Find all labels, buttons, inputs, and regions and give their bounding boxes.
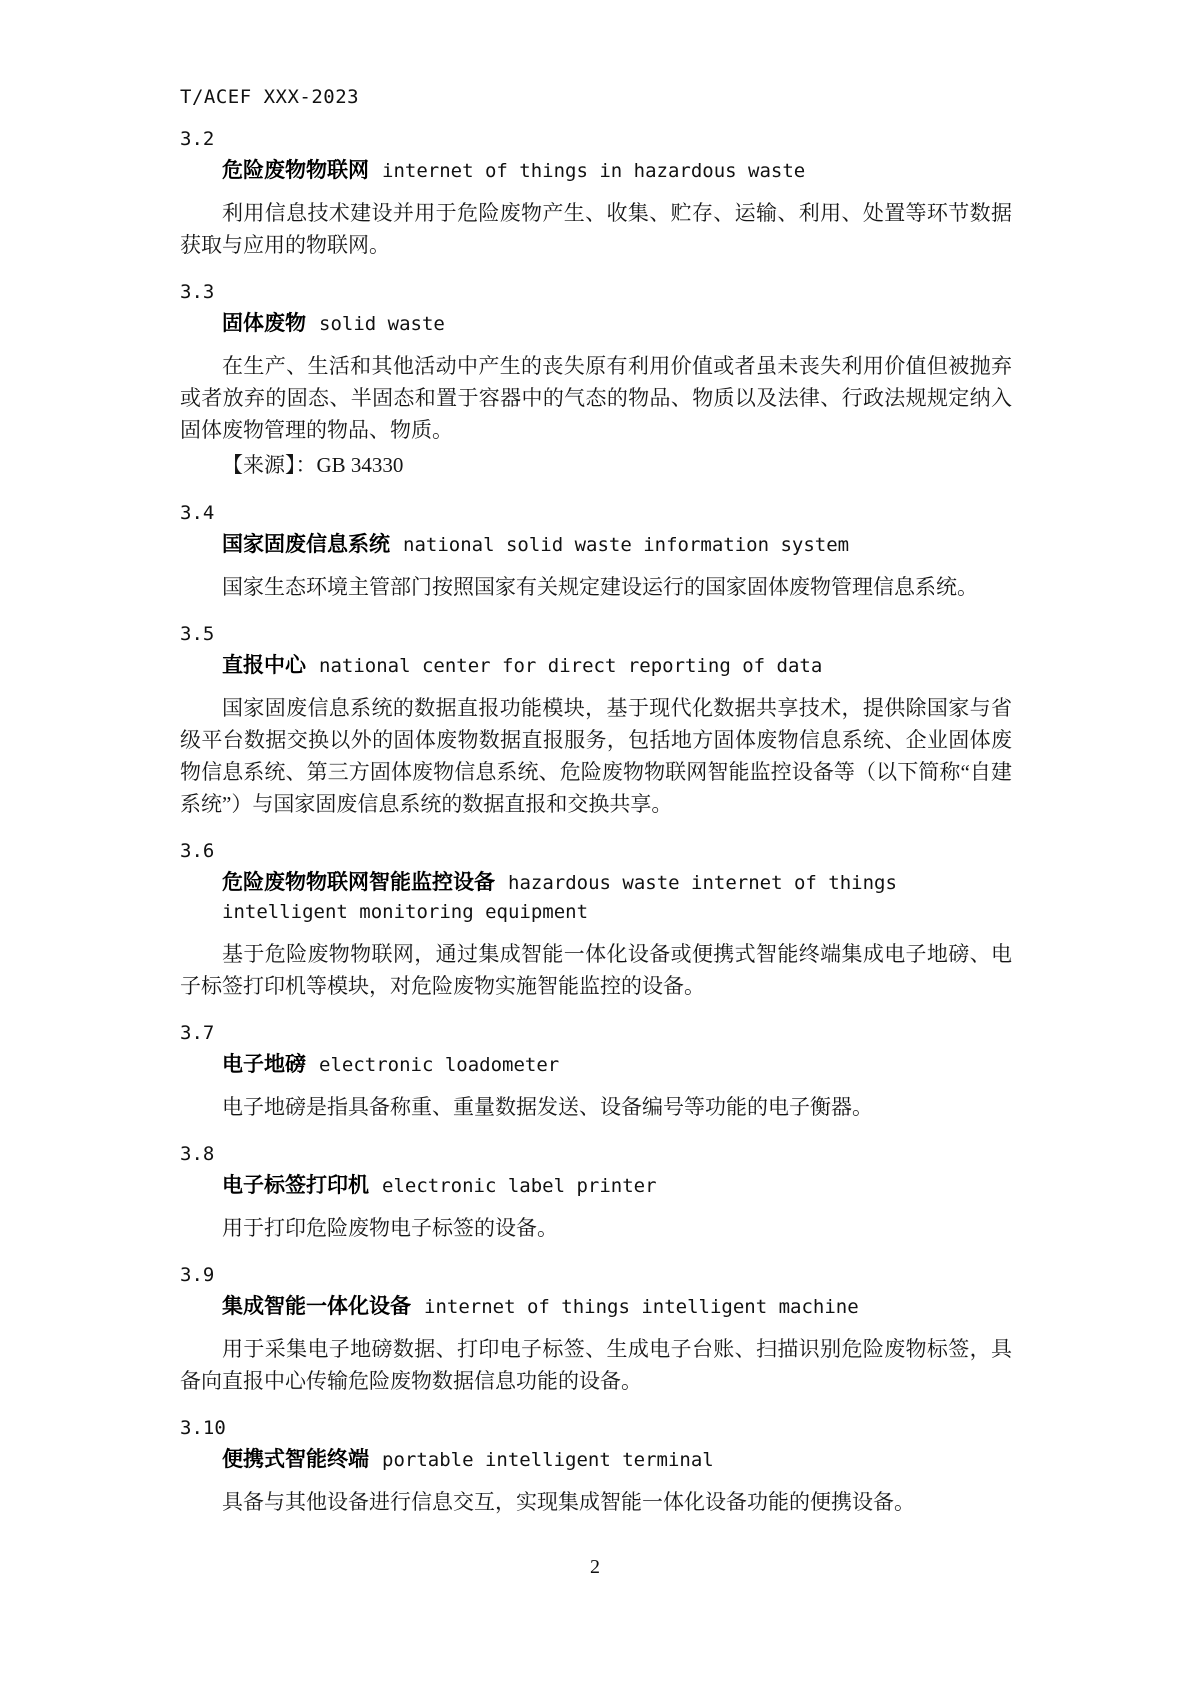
- term-chinese: 危险废物物联网: [222, 159, 369, 182]
- definition-paragraph: 利用信息技术建设并用于危险废物产生、收集、贮存、运输、利用、处置等环节数据获取与应用的物联网。: [180, 201, 1012, 257]
- document-header: T/ACEF XXX-2023: [180, 86, 360, 108]
- term-line: [180, 868, 1012, 926]
- term-chinese: 固体废物: [222, 312, 306, 335]
- section-3-7: [180, 1022, 1012, 1123]
- section-number: 3.3: [180, 281, 215, 303]
- term-english: national center for direct reporting of data: [319, 655, 823, 677]
- section-number: 3.4: [180, 502, 215, 524]
- term-chinese: 危险废物物联网智能监控设备: [222, 871, 495, 894]
- term-english: electronic loadometer: [319, 1054, 560, 1076]
- term-chinese: 便携式智能终端: [222, 1448, 369, 1471]
- definition-paragraph: 基于危险废物物联网，通过集成智能一体化设备或便携式智能终端集成电子地磅、电子标签打印机等模块，对危险废物实施智能监控的设备。: [180, 942, 1012, 998]
- term-chinese: 电子标签打印机: [222, 1174, 369, 1197]
- term-chinese: 直报中心: [222, 654, 306, 677]
- term-line: [180, 156, 1012, 185]
- section-number: 3.10: [180, 1417, 226, 1439]
- section-3-2: [180, 128, 1012, 261]
- term-chinese: 电子地磅: [222, 1053, 306, 1076]
- section-3-8: [180, 1143, 1012, 1244]
- term-english: hazardous waste internet of things intelligent monitoring equipment: [222, 872, 897, 923]
- section-number: 3.6: [180, 840, 215, 862]
- term-english: portable intelligent terminal: [382, 1449, 714, 1471]
- section-number: 3.9: [180, 1264, 215, 1286]
- definition-paragraph: 电子地磅是指具备称重、重量数据发送、设备编号等功能的电子衡器。: [222, 1095, 873, 1119]
- document-body: [180, 86, 1012, 1518]
- definition-paragraph: 用于采集电子地磅数据、打印电子标签、生成电子台账、扫描识别危险废物标签，具备向直报中心传输危险废物数据信息功能的设备。: [180, 1337, 1012, 1393]
- section-3-9: [180, 1264, 1012, 1397]
- term-line: [180, 1050, 1012, 1079]
- term-chinese: 国家固废信息系统: [222, 533, 390, 556]
- term-english: electronic label printer: [382, 1175, 657, 1197]
- definition-paragraph: 国家生态环境主管部门按照国家有关规定建设运行的国家固体废物管理信息系统。: [222, 575, 978, 599]
- term-line: [180, 1292, 1012, 1321]
- term-line: [180, 530, 1012, 559]
- definition-paragraph: 用于打印危险废物电子标签的设备。: [222, 1216, 558, 1240]
- term-line: [180, 309, 1012, 338]
- section-3-4: [180, 502, 1012, 603]
- section-number: 3.2: [180, 128, 215, 150]
- section-number: 3.8: [180, 1143, 215, 1165]
- term-chinese: 集成智能一体化设备: [222, 1295, 411, 1318]
- term-line: [180, 1171, 1012, 1200]
- section-3-6: [180, 840, 1012, 1002]
- section-3-3: [180, 281, 1012, 482]
- section-number: 3.5: [180, 623, 215, 645]
- definition-paragraph: 国家固废信息系统的数据直报功能模块，基于现代化数据共享技术，提供除国家与省级平台数据交换以外的固体废物数据直报服务，包括地方固体废物信息系统、企业固体废物信息系统、第三方固体废物信息系统、危险废物物联网智能监控设备等（以下简称“自建系统”）与国家固废信息系统的数据直报和交换共享。: [180, 696, 1012, 816]
- page-number: 2: [590, 1556, 600, 1578]
- section-3-10: [180, 1417, 1012, 1518]
- term-line: [180, 1445, 1012, 1474]
- term-english: solid waste: [319, 313, 445, 335]
- term-english: national solid waste information system: [403, 534, 850, 556]
- term-english: internet of things intelligent machine: [424, 1296, 859, 1318]
- section-3-5: [180, 623, 1012, 820]
- section-number: 3.7: [180, 1022, 215, 1044]
- term-english: internet of things in hazardous waste: [382, 160, 806, 182]
- definition-paragraph: 在生产、生活和其他活动中产生的丧失原有利用价值或者虽未丧失利用价值但被抛弃或者放弃的固态、半固态和置于容器中的气态的物品、物质以及法律、行政法规规定纳入固体废物管理的物品、物质。: [180, 354, 1012, 442]
- definition-paragraph: 具备与其他设备进行信息交互，实现集成智能一体化设备功能的便携设备。: [222, 1490, 915, 1514]
- term-line: [180, 651, 1012, 680]
- source-reference: 【来源】：GB 34330: [222, 453, 404, 477]
